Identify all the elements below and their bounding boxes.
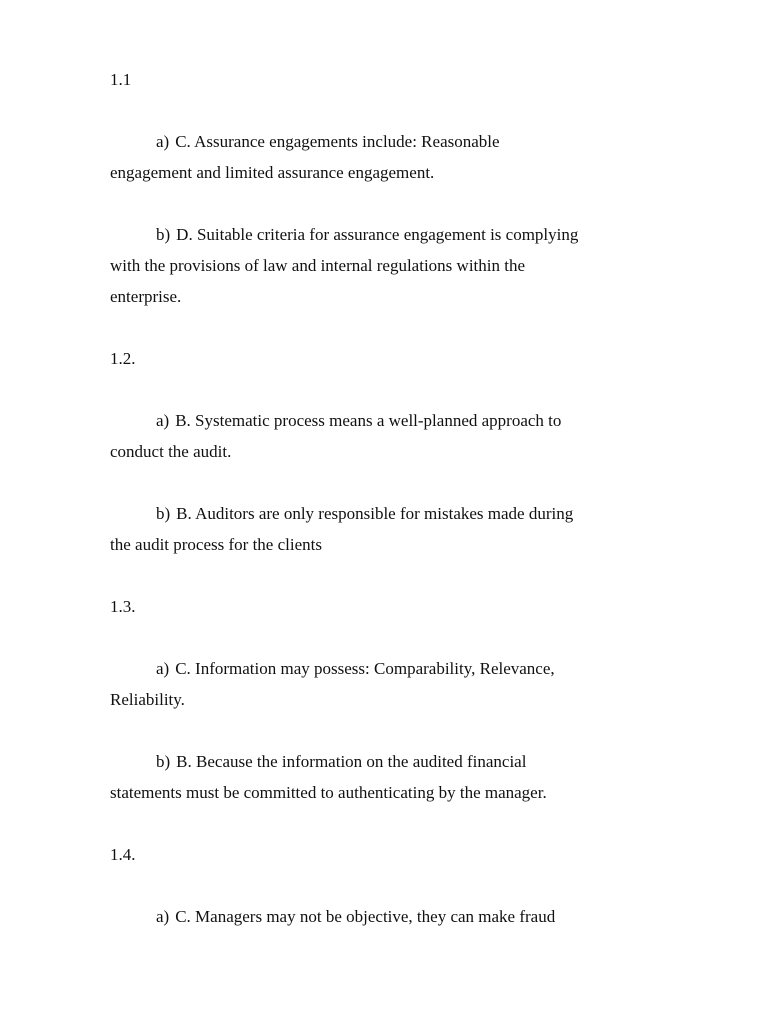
section-number: 1.4. [110,845,136,864]
answer-marker: a) [156,411,170,430]
answer-marker: a) [156,132,170,151]
document-body [110,64,580,932]
answer-item [110,219,580,312]
answer-text: D. Suitable criteria for assurance engagement is complying with the provisions of law and internal regulations within the enterprise. [110,225,579,306]
section-number: 1.3. [110,597,136,616]
answer-item [110,746,580,808]
answer-marker: b) [156,225,171,244]
section-number: 1.1 [110,70,132,89]
answer-marker: a) [156,907,170,926]
answer-text: C. Managers may not be objective, they can make fraud [175,907,556,926]
answer-item [110,126,580,188]
section-1-4 [110,839,580,932]
answer-item [110,498,580,560]
answer-text: B. Because the information on the audited financial statements must be committed to authenticating by the manager. [110,752,547,802]
answer-text: B. Auditors are only responsible for mistakes made during the audit process for the clients [110,504,574,554]
answer-item [110,901,580,932]
section-1-1 [110,64,580,343]
answer-item [110,405,580,467]
answer-marker: a) [156,659,170,678]
section-number: 1.2. [110,349,136,368]
answer-text: B. Systematic process means a well-planned approach to conduct the audit. [110,411,562,461]
answer-text: C. Assurance engagements include: Reasonable engagement and limited assurance engagement. [110,132,500,182]
section-1-2 [110,343,580,591]
answer-item [110,653,580,715]
answer-marker: b) [156,504,171,523]
answer-text: C. Information may possess: Comparability, Relevance, Reliability. [110,659,555,709]
answer-marker: b) [156,752,171,771]
section-1-3 [110,591,580,839]
